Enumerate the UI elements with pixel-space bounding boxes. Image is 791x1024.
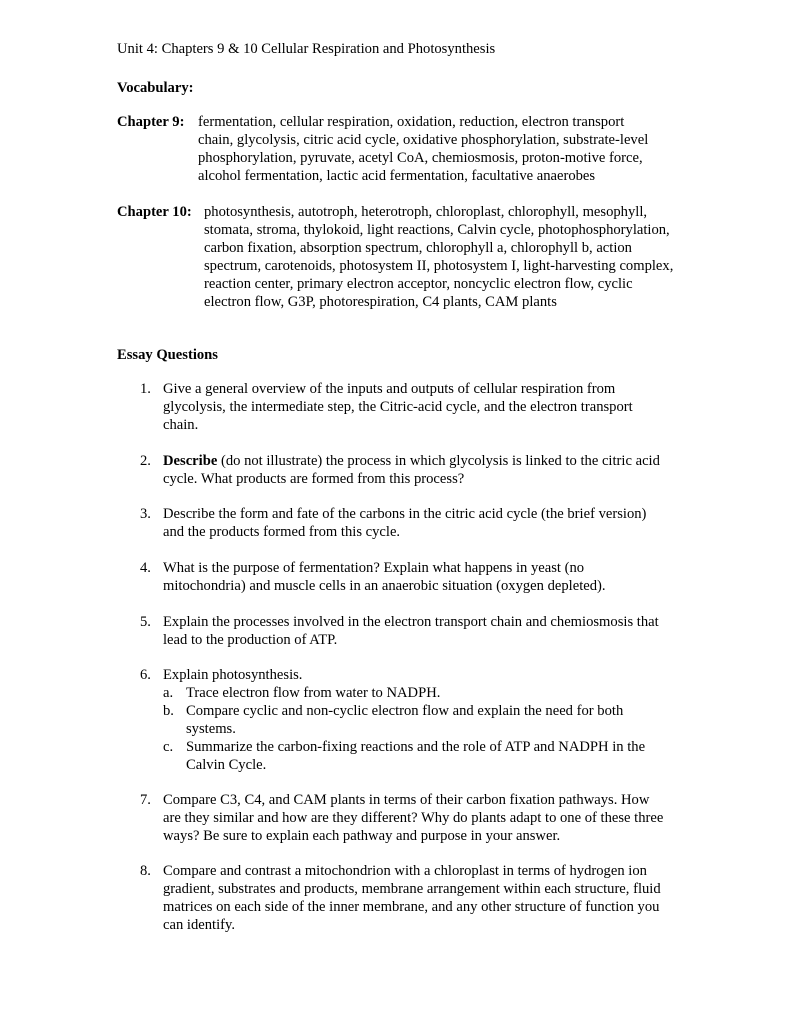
question-number: 6. <box>140 667 151 683</box>
sub-question-a <box>163 684 670 702</box>
question-text-rest: (do not illustrate) the process in which glycolysis is linked to the citric acid cycle. What products are formed from this process? <box>163 453 660 487</box>
question-number: 3. <box>140 506 151 522</box>
essay-question-5 <box>140 613 670 649</box>
question-text <box>163 452 670 488</box>
sub-question-letter: c. <box>163 739 174 755</box>
question-text: Describe the form and fate of the carbons in the citric acid cycle (the brief version) and the products formed from this cycle. <box>163 506 647 540</box>
sub-question-b <box>163 702 670 738</box>
question-text: What is the purpose of fermentation? Explain what happens in yeast (no mitochondria) and muscle cells in an anaerobic situation (oxygen depleted). <box>163 560 606 594</box>
question-text: Give a general overview of the inputs and outputs of cellular respiration from glycolysis, the intermediate step, the Citric-acid cycle, and the electron transport chain. <box>163 381 633 433</box>
question-number: 7. <box>140 792 151 808</box>
question-text: Compare C3, C4, and CAM plants in terms of their carbon fixation pathways. How are they similar and how are they different? Why do plants adapt to one of these three ways? Be sure to explain each pathway and purpose in your answer. <box>163 792 664 844</box>
essay-question-4 <box>140 559 670 595</box>
chapter10-terms: photosynthesis, autotroph, heterotroph, chloroplast, chlorophyll, mesophyll, stomata, stroma, thylokoid, light reactions, Calvin cycle, photophosphorylation, carbon fixation, absorption spectrum, chlorophyll a, chlorophyll b, action spectrum, carotenoids, photosystem II, photosystem I, light-harvesting complex, reaction center, primary electron acceptor, noncyclic electron flow, cyclic electron flow, G3P, photorespiration, C4 plants, CAM plants <box>204 204 674 310</box>
sub-question-text: Compare cyclic and non-cyclic electron flow and explain the need for both systems. <box>186 703 624 737</box>
vocabulary-heading: Vocabulary: <box>117 80 194 96</box>
question-number: 2. <box>140 453 151 469</box>
page-title: Unit 4: Chapters 9 & 10 Cellular Respiration and Photosynthesis <box>117 41 496 57</box>
essay-question-6 <box>140 666 670 774</box>
sub-question-text: Summarize the carbon-fixing reactions and the role of ATP and NADPH in the Calvin Cycle. <box>186 739 646 773</box>
chapter10-label: Chapter 10: <box>117 204 192 220</box>
question-number: 4. <box>140 560 151 576</box>
question-text: Explain photosynthesis. <box>163 667 303 683</box>
sub-question-letter: a. <box>163 685 174 701</box>
sub-question-c <box>163 738 670 774</box>
question-text: Compare and contrast a mitochondrion with a chloroplast in terms of hydrogen ion gradient, substrates and products, membrane arrangement within each structure, fluid matrices on each side of the inner membrane, and any other structure of function you can identify. <box>163 863 661 933</box>
essay-question-1 <box>140 380 670 434</box>
sub-question-letter: b. <box>163 703 174 719</box>
question-number: 8. <box>140 863 151 879</box>
chapter9-label: Chapter 9: <box>117 114 185 130</box>
question-emphasis: Describe <box>163 453 218 469</box>
essay-question-7 <box>140 791 670 845</box>
question-text: Explain the processes involved in the electron transport chain and chemiosmosis that lead to the production of ATP. <box>163 614 659 648</box>
question-number: 5. <box>140 614 151 630</box>
essay-question-2 <box>140 452 670 488</box>
essay-heading: Essay Questions <box>117 347 218 363</box>
essay-question-8 <box>140 862 670 934</box>
sub-question-text: Trace electron flow from water to NADPH. <box>186 685 441 701</box>
chapter9-terms: fermentation, cellular respiration, oxidation, reduction, electron transport chain, glycolysis, citric acid cycle, oxidative phosphorylation, substrate-level phosphorylation, pyruvate, acetyl CoA, chemiosmosis, proton-motive force, alcohol fermentation, lactic acid fermentation, facultative anaerobes <box>198 114 649 184</box>
essay-question-3 <box>140 505 670 541</box>
question-number: 1. <box>140 381 151 397</box>
